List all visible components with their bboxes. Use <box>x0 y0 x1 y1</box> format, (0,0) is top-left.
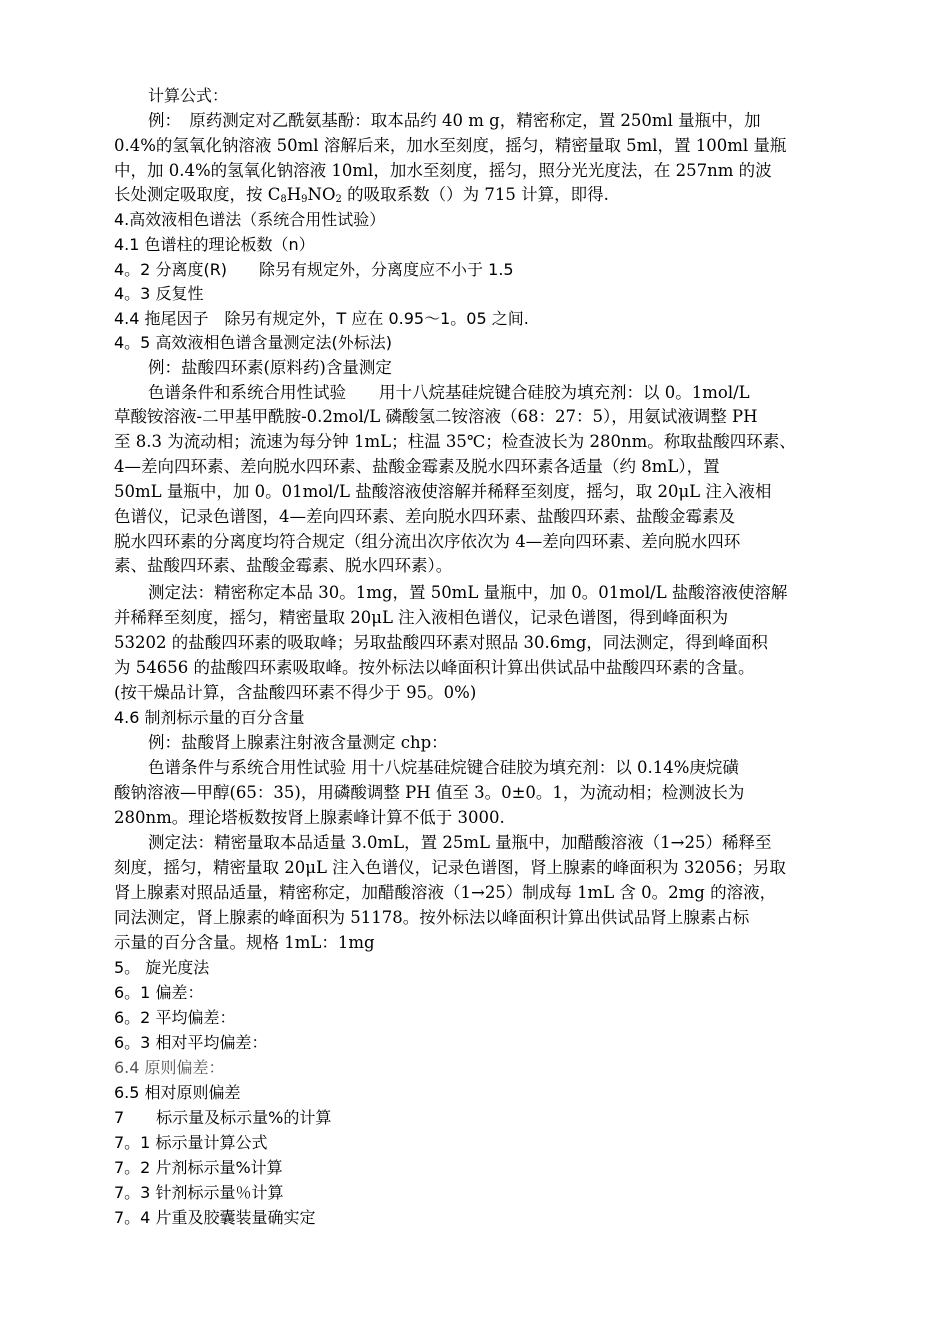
section-7: 7 标示量及标示量%的计算 <box>114 1108 332 1127</box>
example2-p1-line2: 草酸铵溶液-二甲基甲酰胺-0.2mol/L 磷酸氢二铵溶液（68：27：5），用氨试液调整 PH <box>114 407 758 426</box>
section-7-2: 7。2 片剂标示量%计算 <box>114 1158 283 1177</box>
section-4-6: 4.6 制剂标示量的百分含量 <box>114 708 305 727</box>
section-5: 5。 旋光度法 <box>114 958 210 977</box>
example2-title: 例：盐酸四环素(原料药)含量测定 <box>148 358 392 377</box>
section-4-1: 4.1 色谱柱的理论板数（n） <box>114 235 315 254</box>
example2-p2-line1: 测定法：精密称定本品 30。1mg，置 50mL 量瓶中，加 0。01mol/L 盐酸溶液使溶解 <box>148 583 788 602</box>
formula-sub-2: 2 <box>335 194 342 205</box>
section-4-2: 4。2 分离度(R) 除另有规定外，分离度应不小于 1.5 <box>114 260 514 279</box>
section-7-3: 7。3 针剂标示量％计算 <box>114 1183 284 1202</box>
example2-p1-line1: 色谱条件和系统合用性试验 用十八烷基硅烷键合硅胶为填充剂：以 0。1mol/L <box>148 383 750 402</box>
section-7-1: 7。1 标示量计算公式 <box>114 1133 268 1152</box>
example2-p2-line5: (按干燥品计算，含盐酸四环素不得少于 95。0%) <box>114 683 477 702</box>
section-7-4: 7。4 片重及胶囊装量确实定 <box>114 1208 316 1227</box>
example2-p1-line4: 4—差向四环素、差向脱水四环素、盐酸金霉素及脱水四环素各适量（约 8mL），置 <box>114 457 720 476</box>
section-6-2: 6。2 平均偏差： <box>114 1008 236 1027</box>
example2-p1-line5: 50mL 量瓶中，加 0。01mol/L 盐酸溶液使溶解并稀释至刻度，摇匀，取 20μL 注入液相 <box>114 482 772 501</box>
example2-p2-line3: 53202 的盐酸四环素的吸取峰；另取盐酸四环素对照品 30.6mg，同法测定，得到峰面积 <box>114 633 768 652</box>
section-6-4: 6.4 原则偏差： <box>114 1058 225 1077</box>
example3-p2-line3: 肾上腺素对照品适量，精密称定，加醋酸溶液（1→25）制成每 1mL 含 0。2mg 的溶液， <box>114 883 777 902</box>
example1-line4-text-b: 的吸取系数（）为 715 计算，即得. <box>341 185 609 204</box>
example3-p1-line3: 280nm。理论塔板数按肾上腺素峰计算不低于 3000. <box>114 808 505 827</box>
example2-p2-line2: 并稀释至刻度，摇匀，精密量取 20μL 注入液相色谱仪，记录色谱图，得到峰面积为 <box>114 608 729 627</box>
formula-heading: 计算公式： <box>148 86 229 105</box>
example2-p1-line3: 至 8.3 为流动相；流速为每分钟 1mL；柱温 35℃；检查波长为 280nm。称取盐酸四环素、 <box>114 432 796 451</box>
example2-p1-line6: 色谱仪，记录色谱图，4—差向四环素、差向脱水四环素、盐酸四环素、盐酸金霉素及 <box>114 507 735 526</box>
example3-p2-line1: 测定法：精密量取本品适量 3.0mL，置 25mL 量瓶中，加醋酸溶液（1→25）稀释至 <box>148 833 772 852</box>
section-4-4: 4.4 拖尾因子 除另有规定外，T 应在 0.95～1。05 之间. <box>114 309 529 328</box>
formula-sub-8: 8 <box>280 194 287 205</box>
formula-sub-9: 9 <box>301 194 308 205</box>
example3-title: 例：盐酸肾上腺素注射液含量测定 chp： <box>148 733 448 752</box>
section-4-5: 4。5 高效液相色谱含量测定法(外标法) <box>114 333 392 352</box>
example3-p2-line5: 示量的百分含量。规格 1mL：1mg <box>114 933 375 952</box>
section-4-3: 4。3 反复性 <box>114 284 204 303</box>
formula-no: NO <box>307 185 336 204</box>
section-4-heading: 4.高效液相色谱法（系统合用性试验） <box>114 210 386 229</box>
example2-p1-line8: 素、盐酸四环素、盐酸金霉素、脱水四环素）。 <box>114 556 453 575</box>
example3-p2-line4: 同法测定，肾上腺素的峰面积为 51178。按外标法以峰面积计算出供试品肾上腺素占标 <box>114 908 750 927</box>
example1-line4-text-a: 长处测定吸取度，按 C <box>114 185 281 204</box>
example2-p2-line4: 为 54656 的盐酸四环素吸取峰。按外标法以峰面积计算出供试品中盐酸四环素的含量。 <box>114 658 755 677</box>
example1-line3: 中，加 0.4%的氢氧化钠溶液 10ml，加水至刻度，摇匀，照分光光度法，在 257nm 的波 <box>114 161 772 180</box>
example1-line1: 例： 原药测定对乙酰氨基酚：取本品约 40 m g，精密称定，置 250ml 量瓶中，加 <box>148 111 761 130</box>
section-6-3: 6。3 相对平均偏差： <box>114 1033 268 1052</box>
example3-p1-line2: 酸钠溶液—甲醇(65：35)，用磷酸调整 PH 值至 3。0±0。1，为流动相；检测波长为 <box>114 783 745 802</box>
section-6-1: 6。1 偏差： <box>114 983 204 1002</box>
example3-p1-line1: 色谱条件与系统合用性试验 用十八烷基硅烷键合硅胶为填充剂：以 0.14%庚烷磺 <box>148 758 739 777</box>
example3-p2-line2: 刻度，摇匀，精密量取 20μL 注入色谱仪，记录色谱图，肾上腺素的峰面积为 32056；另取 <box>114 858 786 877</box>
formula-h: H <box>286 185 302 204</box>
example1-line2: 0.4%的氢氧化钠溶液 50ml 溶解后来，加水至刻度，摇匀，精密量取 5ml，置 100ml 量瓶 <box>114 136 787 155</box>
example2-p1-line7: 脱水四环素的分离度均符合规定（组分流出次序依次为 4—差向四环素、差向脱水四环 <box>114 532 741 551</box>
section-6-5: 6.5 相对原则偏差 <box>114 1083 241 1102</box>
